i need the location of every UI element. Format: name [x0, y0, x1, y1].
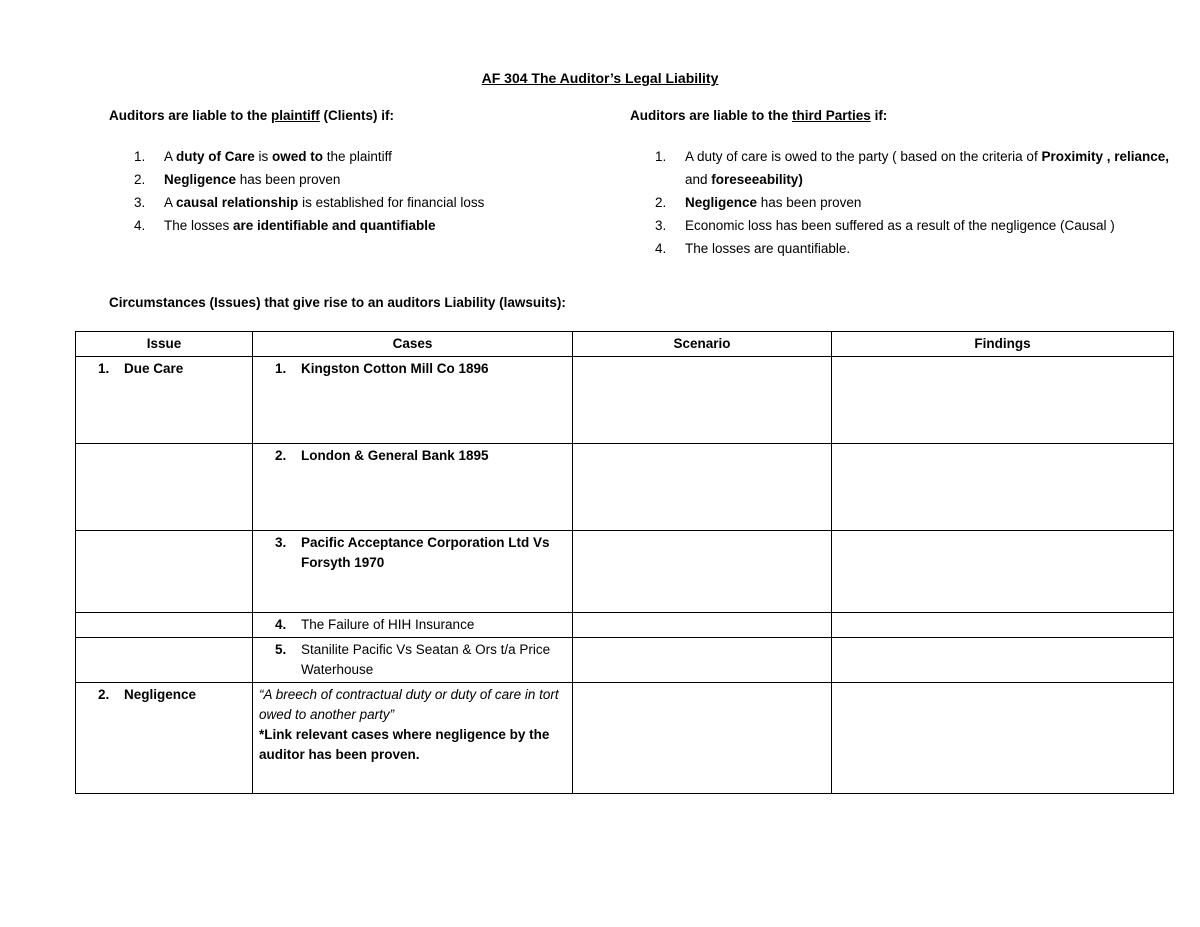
text: has been proven: [236, 172, 341, 187]
text: A: [164, 195, 177, 210]
issue-item: [82, 359, 246, 379]
table-row: [76, 613, 1174, 638]
bold-text: owed to: [272, 149, 324, 164]
list-number: 2.: [134, 172, 146, 187]
list-item: [109, 168, 609, 191]
text: The losses: [164, 218, 234, 233]
bold-text: causal relationship: [176, 195, 299, 210]
findings-cell[interactable]: [832, 357, 1174, 444]
table-row: [76, 444, 1174, 531]
table-header-row: [76, 332, 1174, 357]
findings-cell[interactable]: [832, 638, 1174, 683]
third-party-heading: [630, 107, 1175, 125]
bold-text: are identifiable and quantifiable: [233, 218, 436, 233]
case-item: [259, 615, 566, 635]
bold-text: Proximity ,: [1041, 149, 1111, 164]
scenario-cell[interactable]: [573, 638, 832, 683]
text: A duty of care is owed to the party ( based on the criteria of: [685, 149, 1042, 164]
third-party-liability-section: [630, 107, 1175, 260]
case-label: Stanilite Pacific Vs Seatan & Ors t/a Price Waterhouse: [301, 642, 551, 677]
table-row: [76, 357, 1174, 444]
text: The losses are quantifiable.: [685, 241, 851, 256]
scenario-cell[interactable]: [573, 613, 832, 638]
list-number: 4.: [655, 241, 667, 256]
list-number: 3.: [655, 218, 667, 233]
issue-cell: [76, 683, 253, 794]
list-item: [109, 191, 609, 214]
case-item: [259, 446, 566, 466]
liability-cases-table: [75, 331, 1174, 794]
list-item: [109, 214, 609, 237]
text: the plaintiff: [323, 149, 392, 164]
negligence-note: *Link relevant cases where negligence by the auditor has been proven.: [259, 727, 550, 762]
text: Economic loss has been suffered as a result of the negligence (Causal ): [685, 218, 1115, 233]
plaintiff-heading: [109, 107, 609, 125]
list-number: 3.: [275, 535, 287, 550]
issue-label: Due Care: [124, 361, 184, 376]
list-number: 1.: [275, 361, 287, 376]
case-label: Pacific Acceptance Corporation Ltd Vs Forsyth 1970: [301, 535, 550, 570]
case-label: Kingston Cotton Mill Co 1896: [301, 361, 489, 376]
heading-text: Auditors are liable to the: [109, 108, 272, 123]
list-number: 2.: [655, 195, 667, 210]
text: is established for financial loss: [298, 195, 485, 210]
case-item: [259, 533, 566, 573]
scenario-cell[interactable]: [573, 531, 832, 613]
case-cell: [253, 444, 573, 531]
column-header-findings: Findings: [832, 332, 1174, 357]
list-number: 1.: [134, 149, 146, 164]
case-cell: [253, 357, 573, 444]
list-number: 3.: [134, 195, 146, 210]
case-label: The Failure of HIH Insurance: [301, 617, 475, 632]
list-item: [630, 237, 1175, 260]
heading-text: (Clients) if:: [319, 108, 395, 123]
text: and: [685, 172, 712, 187]
negligence-definition: “A breech of contractual duty or duty of care in tort owed to another party”: [259, 687, 559, 722]
findings-cell[interactable]: [832, 683, 1174, 794]
findings-cell[interactable]: [832, 444, 1174, 531]
table-row: [76, 683, 1174, 794]
circumstances-heading: Circumstances (Issues) that give rise to an auditors Liability (lawsuits):: [109, 295, 566, 310]
bold-text: Negligence: [164, 172, 237, 187]
findings-cell[interactable]: [832, 531, 1174, 613]
column-header-cases: Cases: [253, 332, 573, 357]
bold-text: duty of Care: [176, 149, 255, 164]
heading-underlined-text: plaintiff: [271, 108, 320, 123]
text: is: [254, 149, 273, 164]
list-number: 1.: [655, 149, 667, 164]
list-number: 5.: [275, 642, 287, 657]
bold-text: foreseeability): [711, 172, 803, 187]
issue-cell: [76, 444, 253, 531]
table-row: [76, 638, 1174, 683]
list-number: 4.: [275, 617, 287, 632]
list-number: 2.: [275, 448, 287, 463]
issue-cell: [76, 531, 253, 613]
issue-cell: [76, 613, 253, 638]
findings-cell[interactable]: [832, 613, 1174, 638]
bold-text: reliance,: [1114, 149, 1170, 164]
issue-cell: [76, 357, 253, 444]
list-number: 1.: [98, 361, 110, 376]
case-cell: [253, 638, 573, 683]
plaintiff-requirements-list: [109, 145, 609, 237]
column-header-scenario: Scenario: [573, 332, 832, 357]
case-cell: [253, 613, 573, 638]
bold-text: Negligence: [685, 195, 758, 210]
document-title: AF 304 The Auditor’s Legal Liability: [481, 70, 719, 86]
case-item: [259, 640, 566, 680]
case-item: [259, 359, 566, 379]
list-item: [109, 145, 609, 168]
table-row: [76, 531, 1174, 613]
column-header-issue: Issue: [76, 332, 253, 357]
issue-item: [82, 685, 246, 705]
list-number: 2.: [98, 687, 110, 702]
scenario-cell[interactable]: [573, 357, 832, 444]
scenario-cell[interactable]: [573, 683, 832, 794]
heading-text: if:: [870, 108, 888, 123]
text: has been proven: [757, 195, 862, 210]
case-cell: [253, 531, 573, 613]
plaintiff-liability-section: [109, 107, 609, 237]
list-number: 4.: [134, 218, 146, 233]
case-cell: [253, 683, 573, 794]
list-item: [630, 214, 1175, 237]
heading-underlined-text: third Parties: [792, 108, 871, 123]
scenario-cell[interactable]: [573, 444, 832, 531]
case-label: London & General Bank 1895: [301, 448, 489, 463]
issue-label: Negligence: [124, 687, 197, 702]
text: A: [164, 149, 177, 164]
issue-cell: [76, 638, 253, 683]
heading-text: Auditors are liable to the: [630, 108, 793, 123]
list-item: [630, 145, 1175, 191]
list-item: [630, 191, 1175, 214]
third-party-requirements-list: [630, 145, 1175, 260]
